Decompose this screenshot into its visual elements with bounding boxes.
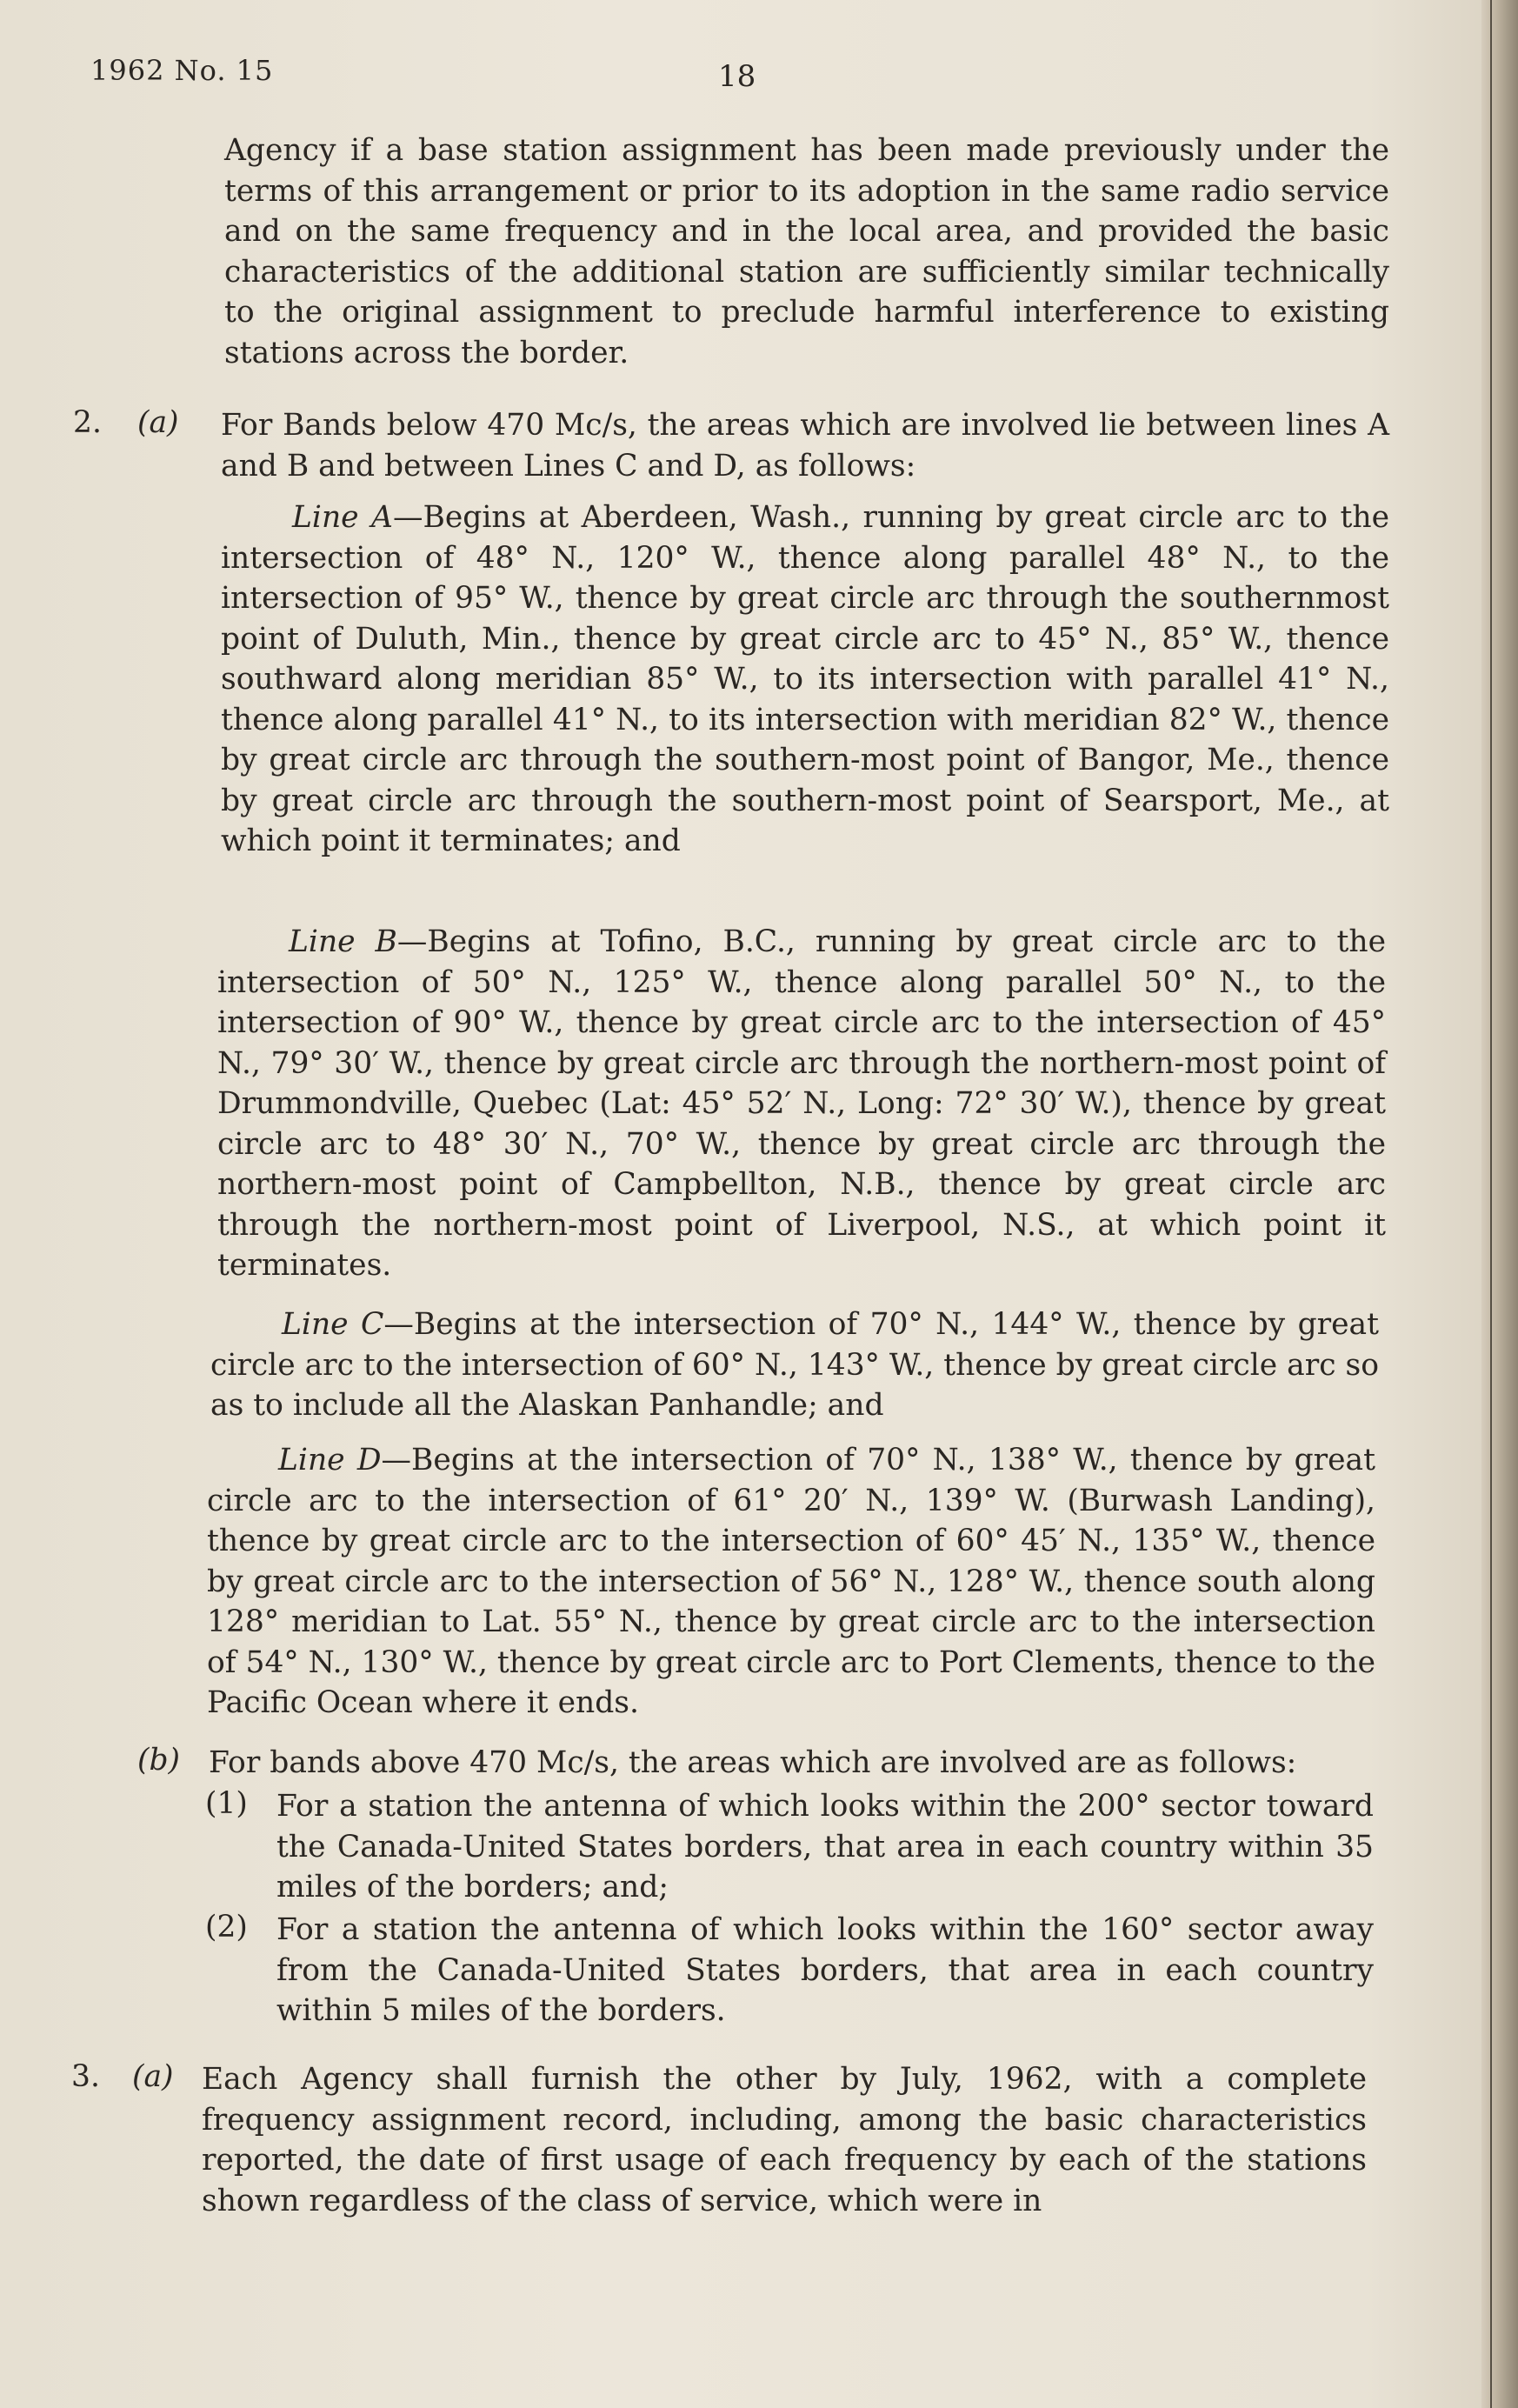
line-c-text: —Begins at the intersection of 70° N., 144° W., thence by great circle arc to the intersection of 60° N., 143° W., thence by great circle arc so as to include all the Alaskan Panhandle; and (210, 1307, 1380, 1423)
line-d-text: —Begins at the intersection of 70° N., 138° W., thence by great circle arc to the intersection of 61° 20′ N., 139° W. (Burwash Landing), thence by great circle arc to the intersection of 60° 45′ N., 135° W., thence by great circle arc to the intersection of 56° N., 128° W., thence south along 128° meridian to Lat. 55° N., thence by great circle arc to the intersection of 54° N., 130° W., thence by great circle arc to Port Clements, thence to the Pacific Ocean where it ends. (207, 1443, 1375, 1720)
line-d-paragraph (207, 1440, 1375, 1724)
line-b-text: —Begins at Tofino, B.C., running by great circle arc to the intersection of 50° N., 125° W., thence along parallel 50° N., to the intersection of 90° W., thence by great circle arc to the intersection of 45° N., 79° 30′ W., thence by great circle arc through the northern-most point of Drummondville, Quebec (Lat: 45° 52′ N., Long: 72° 30′ W.), thence by great circle arc to 48° 30′ N., 70° W., thence by great circle arc through the northern-most point of Campbellton, N.B., thence by great circle arc through the northern-most point of Liverpool, N.S., at which point it terminates. (217, 924, 1387, 1283)
line-b-paragraph (217, 922, 1386, 1286)
section-2-b-1-text: For a station the antenna of which looks within the 200° sector toward the Canada-United States borders, that area in each country within 35 miles of the borders; and; (276, 1789, 1374, 1904)
section-2-b-2-text: For a station the antenna of which looks within the 160° sector away from the Canada-United States borders, that area in each country within 5 miles of the borders. (276, 1912, 1374, 2028)
running-head: 1962 No. 15 (90, 54, 274, 87)
line-b-name: Line B (289, 924, 397, 959)
section-2-number: 2. (73, 405, 102, 440)
line-a-text: —Begins at Aberdeen, Wash., running by great circle arc to the intersection of 48° N., 120° W., thence along parallel 48° N., to the intersection of 95° W., thence by great circle arc through the southernmost point of Duluth, Min., thence by great circle arc to 45° N., 85° W., thence southward along meridian 85° W., to its intersection with parallel 41° N., thence along parallel 41° N., to its intersection with meridian 82° W., thence by great circle arc through the southern-most point of Bangor, Me., thence by great circle arc through the southern-most point of Searsport, Me., at which point it terminates; and (221, 500, 1389, 858)
line-d-name: Line D (278, 1443, 382, 1477)
section-2-b-text: For bands above 470 Mc/s, the areas which are involved are as follows: (209, 1745, 1297, 1780)
section-2-b-label: (b) (137, 1743, 181, 1778)
intro-paragraph: Agency if a base station assignment has been made previously under the terms of this arrangement or prior to its adoption in the same radio service and on the same frequency and in the local area, and provided the basic characteristics of the additional station are sufficiently similar technically to the original assignment to preclude harmful interference to existing stations across the border. (224, 133, 1389, 370)
line-c-paragraph (210, 1304, 1379, 1426)
section-3-a-label: (a) (132, 2059, 174, 2094)
page-edge-line (1490, 0, 1492, 2408)
line-a-name: Line A (292, 500, 393, 535)
section-2-b-1-label: (1) (205, 1786, 248, 1821)
section-2-a-text: For Bands below 470 Mc/s, the areas which are involved lie between lines A and B and between Lines C and D, as follows: (221, 408, 1389, 484)
line-a-paragraph (221, 497, 1389, 862)
page-edge (1481, 0, 1518, 2408)
section-2-a-label: (a) (137, 405, 179, 440)
line-c-name: Line C (282, 1307, 384, 1342)
page-number: 18 (718, 59, 756, 94)
section-3-a-text: Each Agency shall furnish the other by July, 1962, with a complete frequency assignment record, including, among the basic characteristics reported, the date of first usage of each frequency by each of the stations shown regardless of the class of service, which were in (202, 2062, 1367, 2218)
section-2-b-2-label: (2) (205, 1910, 248, 1944)
section-3-number: 3. (71, 2059, 100, 2094)
